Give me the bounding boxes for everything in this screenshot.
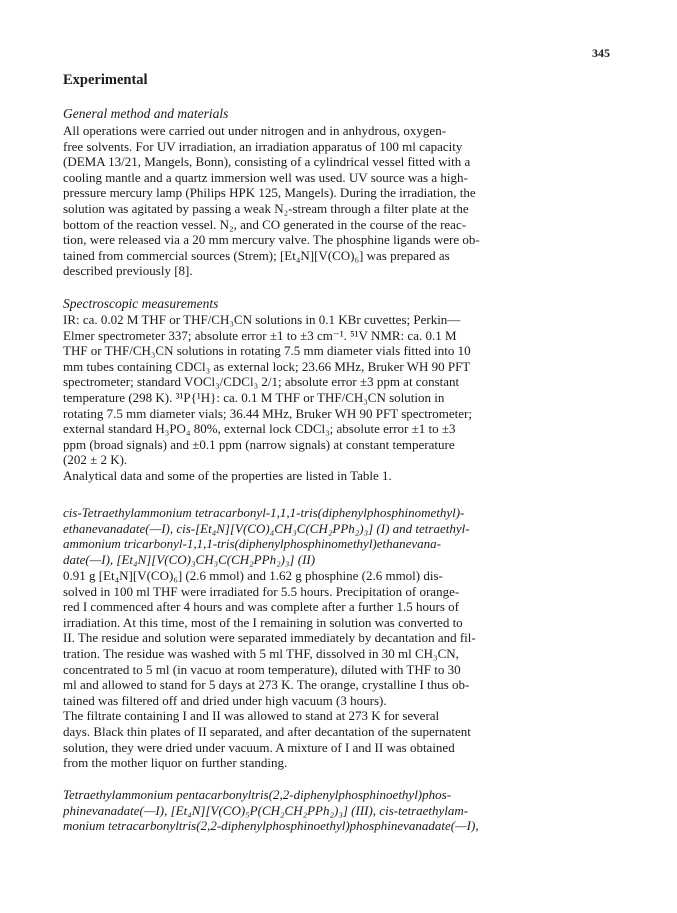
text-line: solution, they were dried under vacuum. A mixture of I and II was obtained (63, 739, 455, 755)
text-line: temperature (298 K). ³¹P{¹H}: ca. 0.1 M THF or THF/CH₃CN solution in (63, 389, 445, 405)
text-line: pressure mercury lamp (Philips HPK 125, Mangels). During the irradiation, the (63, 185, 476, 201)
text-line: (202 ± 2 K). (63, 452, 128, 468)
spectroscopic-heading: Spectroscopic measurements (63, 296, 219, 311)
compound-title-2 (63, 787, 613, 834)
procedure-paragraph (63, 568, 613, 771)
text-line: 0.91 g [Et₄N][V(CO)₆] (2.6 mmol) and 1.62 g phosphine (2.6 mmol) dis- (63, 568, 443, 583)
text-line: days. Black thin plates of II separated, and after decantation of the supernatent (63, 723, 471, 739)
text-line: concentrated to 5 ml (in vacuo at room temperature), diluted with THF to 30 (63, 661, 461, 677)
text-line: II. The residue and solution were separated immediately by decantation and fil- (63, 630, 476, 646)
text-line: tained from commercial sources (Strem); [Et₄N][V(CO)₆] was prepared as (63, 247, 450, 263)
compound-title-line: Tetraethylammonium pentacarbonyltris(2,2-diphenylphosphinoethyl)phos- (63, 787, 452, 802)
text-line: from the mother liquor on further standing. (63, 755, 288, 771)
compound-title-line: date(—I), [Et₄N][V(CO)₃CH₃C(CH₂PPh₂)₃] (II) (63, 551, 316, 567)
text-line: red I commenced after 4 hours and was complete after a further 1.5 hours of (63, 599, 459, 615)
text-line: The filtrate containing I and II was allowed to stand at 273 K for several (63, 708, 440, 724)
text-line: (DEMA 13/21, Mangels, Bonn), consisting of a cylindrical vessel fitted with a (63, 154, 471, 170)
text-line: irradiation. At this time, most of the I remaining in solution was converted to (63, 614, 463, 630)
compound-title-line: monium tetracarbonyltris(2,2-diphenylphosphinoethyl)phosphinevanadate(—I), (63, 818, 479, 834)
text-line: solution was agitated by passing a weak N₂-stream through a filter plate at the (63, 200, 469, 216)
text-line: tion, were released via a 20 mm mercury valve. The phosphine ligands were ob- (63, 232, 480, 248)
text-line: ml and allowed to stand for 5 days at 273 K. The orange, crystalline I thus ob- (63, 677, 470, 693)
text-line: external standard H₃PO₄ 80%, external lock CDCl₃; absolute error ±1 to ±3 (63, 421, 456, 437)
text-line: spectrometer; standard VOCl₃/CDCl₃ 2/1; absolute error ±3 ppm at constant (63, 374, 460, 390)
compound-title-line: phinevanadate(—I), [Et₄N][V(CO)₅P(CH₂CH₂PPh₂)₃] (III), cis-tetraethylam- (63, 802, 469, 818)
text-line: described previously [8]. (63, 263, 193, 279)
text-line: rotating 7.5 mm diameter vials; 36.44 MHz, Bruker WH 90 PFT spectrometer; (63, 405, 472, 421)
general-methods-paragraph (63, 123, 613, 279)
general-methods-heading: General method and materials (63, 106, 229, 121)
text-line: bottom of the reaction vessel. N₂, and CO generated in the course of the reac- (63, 216, 467, 232)
text-line: free solvents. For UV irradiation, an irradiation apparatus of 100 ml capacity (63, 138, 463, 154)
text-line: IR: ca. 0.02 M THF or THF/CH₃CN solutions in 0.1 KBr cuvettes; Perkin— (63, 312, 461, 327)
text-line: mm tubes containing CDCl₃ as external lock; 23.66 MHz, Bruker WH 90 PFT (63, 358, 471, 374)
compound-title-line: cis-Tetraethylammonium tetracarbonyl-1,1,1-tris(diphenylphosphinomethyl)- (63, 505, 465, 520)
text-line: THF or THF/CH₃CN solutions in rotating 7.5 mm diameter vials fitted into 10 (63, 343, 471, 359)
text-line: Elmer spectrometer 337; absolute error ±1 to ±3 cm⁻¹. ⁵¹V NMR: ca. 0.1 M (63, 327, 457, 343)
spectroscopic-paragraph (63, 312, 613, 484)
text-line: cooling mantle and a quartz immersion well was used. UV source was a high- (63, 169, 468, 185)
text-line: tration. The residue was washed with 5 ml THF, dissolved in 30 ml CH₃CN, (63, 645, 459, 661)
text-line: tained was filtered off and dried under high vacuum (3 hours). (63, 692, 387, 708)
page-number: 345 (592, 46, 610, 60)
text-line: ppm (broad signals) and ±0.1 ppm (narrow signals) at constant temperature (63, 436, 455, 452)
compound-title-line: ethanevanadate(—I), cis-[Et₄N][V(CO)₄CH₃C(CH₂PPh₂)₃] (I) and tetraethyl- (63, 520, 470, 536)
text-line: solved in 100 ml THF were irradiated for 5.5 hours. Precipitation of orange- (63, 583, 460, 599)
compound-title-line: ammonium tricarbonyl-1,1,1-tris(diphenylphosphinomethyl)ethanevana- (63, 536, 442, 552)
compound-title-1 (63, 505, 613, 567)
text-line: Analytical data and some of the properties are listed in Table 1. (63, 467, 392, 483)
section-heading: Experimental (63, 72, 148, 88)
text-line: All operations were carried out under nitrogen and in anhydrous, oxygen- (63, 123, 447, 138)
